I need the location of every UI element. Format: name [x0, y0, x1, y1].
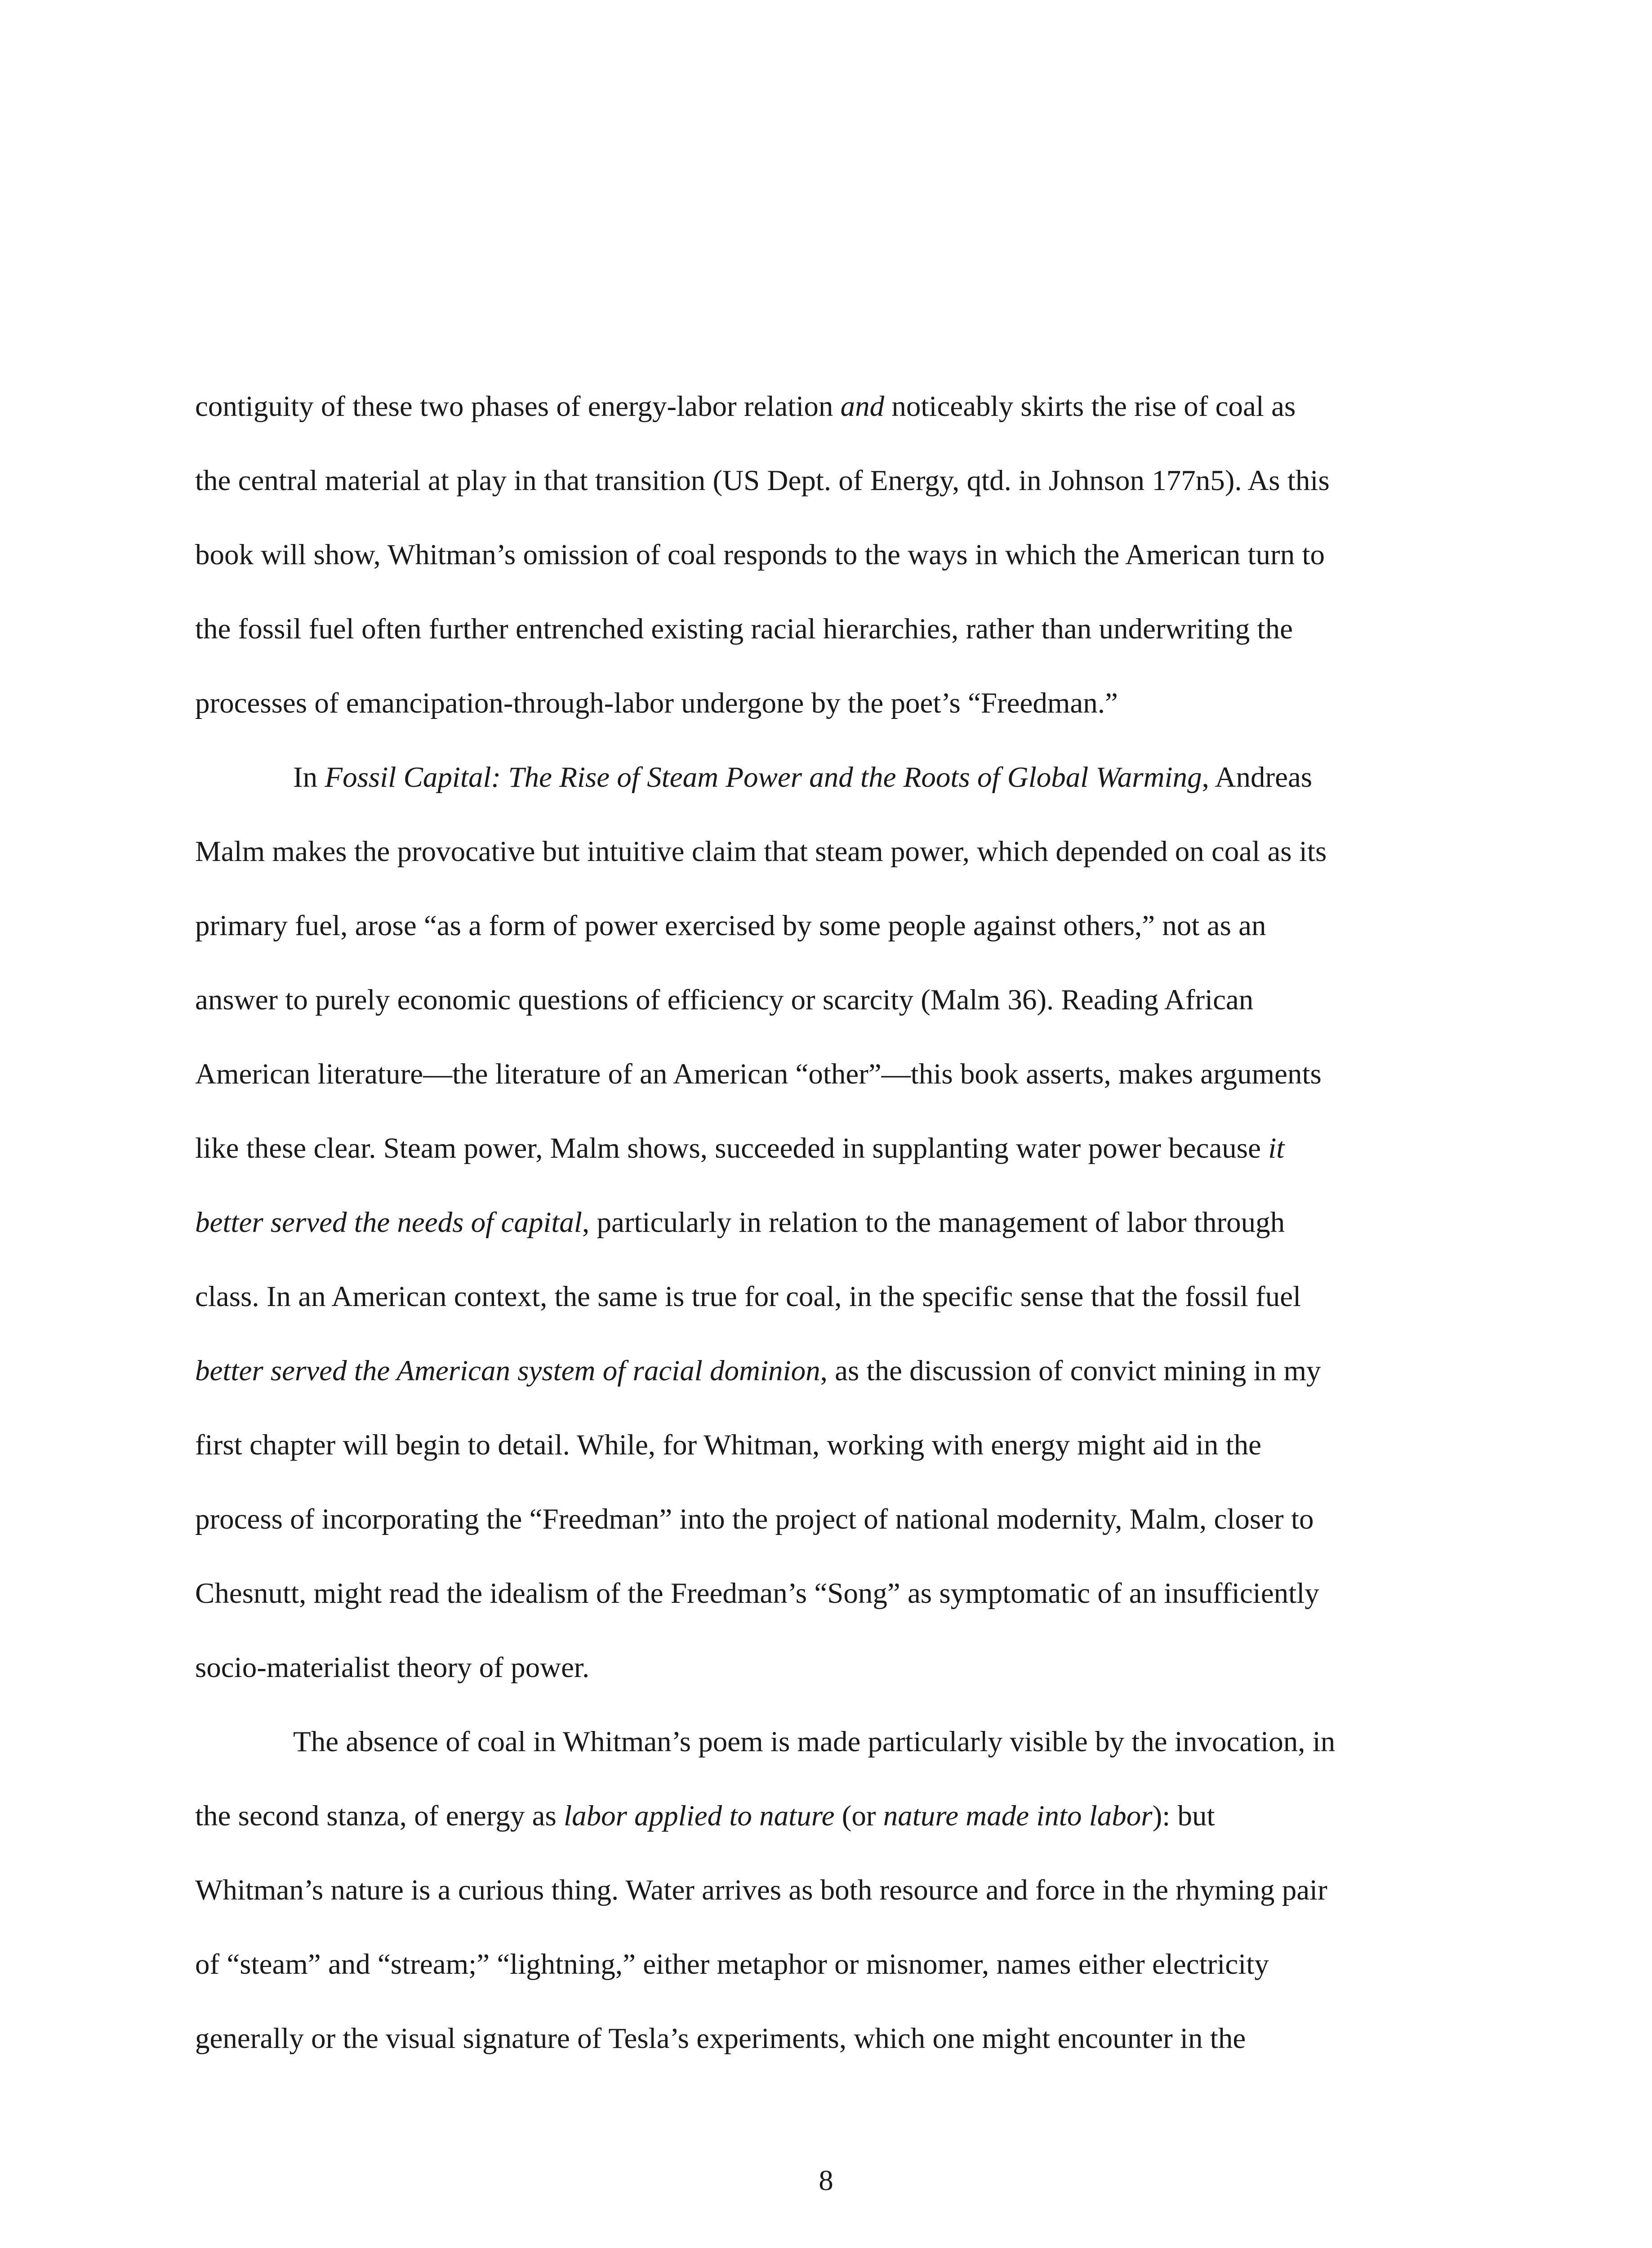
text-line — [195, 518, 1458, 592]
text-segment: , as the discussion of convict mining in my — [820, 1355, 1321, 1387]
italic-text: better served the American system of racial dominion — [195, 1355, 820, 1387]
text-segment: (or — [834, 1800, 883, 1832]
text-segment: class. In an American context, the same is true for coal, in the specific sense that the fossil fuel — [195, 1280, 1301, 1313]
text-line — [195, 666, 1458, 740]
text-segment: the second stanza, of energy as — [195, 1800, 564, 1832]
text-segment: , Andreas — [1202, 761, 1313, 794]
text-line — [195, 370, 1458, 444]
text-line — [195, 963, 1458, 1037]
text-segment: of “steam” and “stream;” “lightning,” either metaphor or misnomer, names either electricity — [195, 1948, 1269, 1980]
text-segment: like these clear. Steam power, Malm shows, succeeded in supplanting water power because — [195, 1132, 1269, 1164]
text-line — [195, 444, 1458, 518]
text-segment: Malm makes the provocative but intuitive claim that steam power, which depended on coal as its — [195, 835, 1327, 868]
text-segment: processes of emancipation-through-labor undergone by the poet’s “Freedman.” — [195, 687, 1118, 719]
text-segment: , particularly in relation to the management of labor through — [582, 1206, 1285, 1239]
text-segment: noticeably skirts the rise of coal as — [884, 390, 1296, 423]
text-line — [195, 2002, 1458, 2076]
text-line — [195, 1853, 1458, 1927]
text-line — [195, 1705, 1458, 1779]
text-line — [195, 1260, 1458, 1334]
text-segment: first chapter will begin to detail. While, for Whitman, working with energy might aid in the — [195, 1429, 1261, 1461]
italic-text: labor applied to nature — [564, 1800, 835, 1832]
text-line — [195, 889, 1458, 963]
text-line — [195, 1631, 1458, 1705]
text-segment: process of incorporating the “Freedman” into the project of national modernity, Malm, closer to — [195, 1503, 1314, 1535]
text-line — [195, 1037, 1458, 1111]
italic-text: nature made into labor — [883, 1800, 1153, 1832]
text-segment: The absence of coal in Whitman’s poem is made particularly visible by the invocation, in — [293, 1726, 1336, 1758]
text-line — [195, 815, 1458, 889]
text-segment: the fossil fuel often further entrenched existing racial hierarchies, rather than underwriting the — [195, 613, 1293, 645]
text-segment: primary fuel, arose “as a form of power exercised by some people against others,” not as an — [195, 910, 1266, 942]
text-line — [195, 1557, 1458, 1631]
text-segment: the central material at play in that transition (US Dept. of Energy, qtd. in Johnson 177n5). As this — [195, 464, 1330, 497]
text-segment: answer to purely economic questions of efficiency or scarcity (Malm 36). Reading African — [195, 984, 1254, 1016]
text-segment: ): but — [1152, 1800, 1215, 1832]
text-line — [195, 592, 1458, 666]
text-line — [195, 1482, 1458, 1557]
italic-text: it — [1268, 1132, 1285, 1164]
body-text — [195, 370, 1458, 2076]
text-segment: Chesnutt, might read the idealism of the Freedman’s “Song” as symptomatic of an insufficiently — [195, 1577, 1319, 1610]
text-line — [195, 1111, 1458, 1186]
italic-text: Fossil Capital: The Rise of Steam Power and the Roots of Global Warming — [325, 761, 1202, 794]
text-line — [195, 1334, 1458, 1408]
text-segment: generally or the visual signature of Tesla’s experiments, which one might encounter in the — [195, 2022, 1246, 2055]
text-segment: In — [293, 761, 325, 794]
text-segment: socio-materialist theory of power. — [195, 1651, 590, 1684]
text-segment: book will show, Whitman’s omission of coal responds to the ways in which the American turn to — [195, 539, 1325, 571]
italic-text: and — [840, 390, 885, 423]
text-line — [195, 1408, 1458, 1482]
text-line — [195, 1779, 1458, 1853]
text-segment: American literature—the literature of an American “other”—this book asserts, makes arguments — [195, 1058, 1322, 1090]
italic-text: better served the needs of capital — [195, 1206, 582, 1239]
text-segment: Whitman’s nature is a curious thing. Water arrives as both resource and force in the rhyming pair — [195, 1874, 1327, 1906]
text-segment: contiguity of these two phases of energy-labor relation — [195, 390, 841, 423]
page-number: 8 — [819, 2164, 833, 2197]
text-line — [195, 740, 1458, 815]
text-line — [195, 1927, 1458, 2002]
text-line — [195, 1186, 1458, 1260]
